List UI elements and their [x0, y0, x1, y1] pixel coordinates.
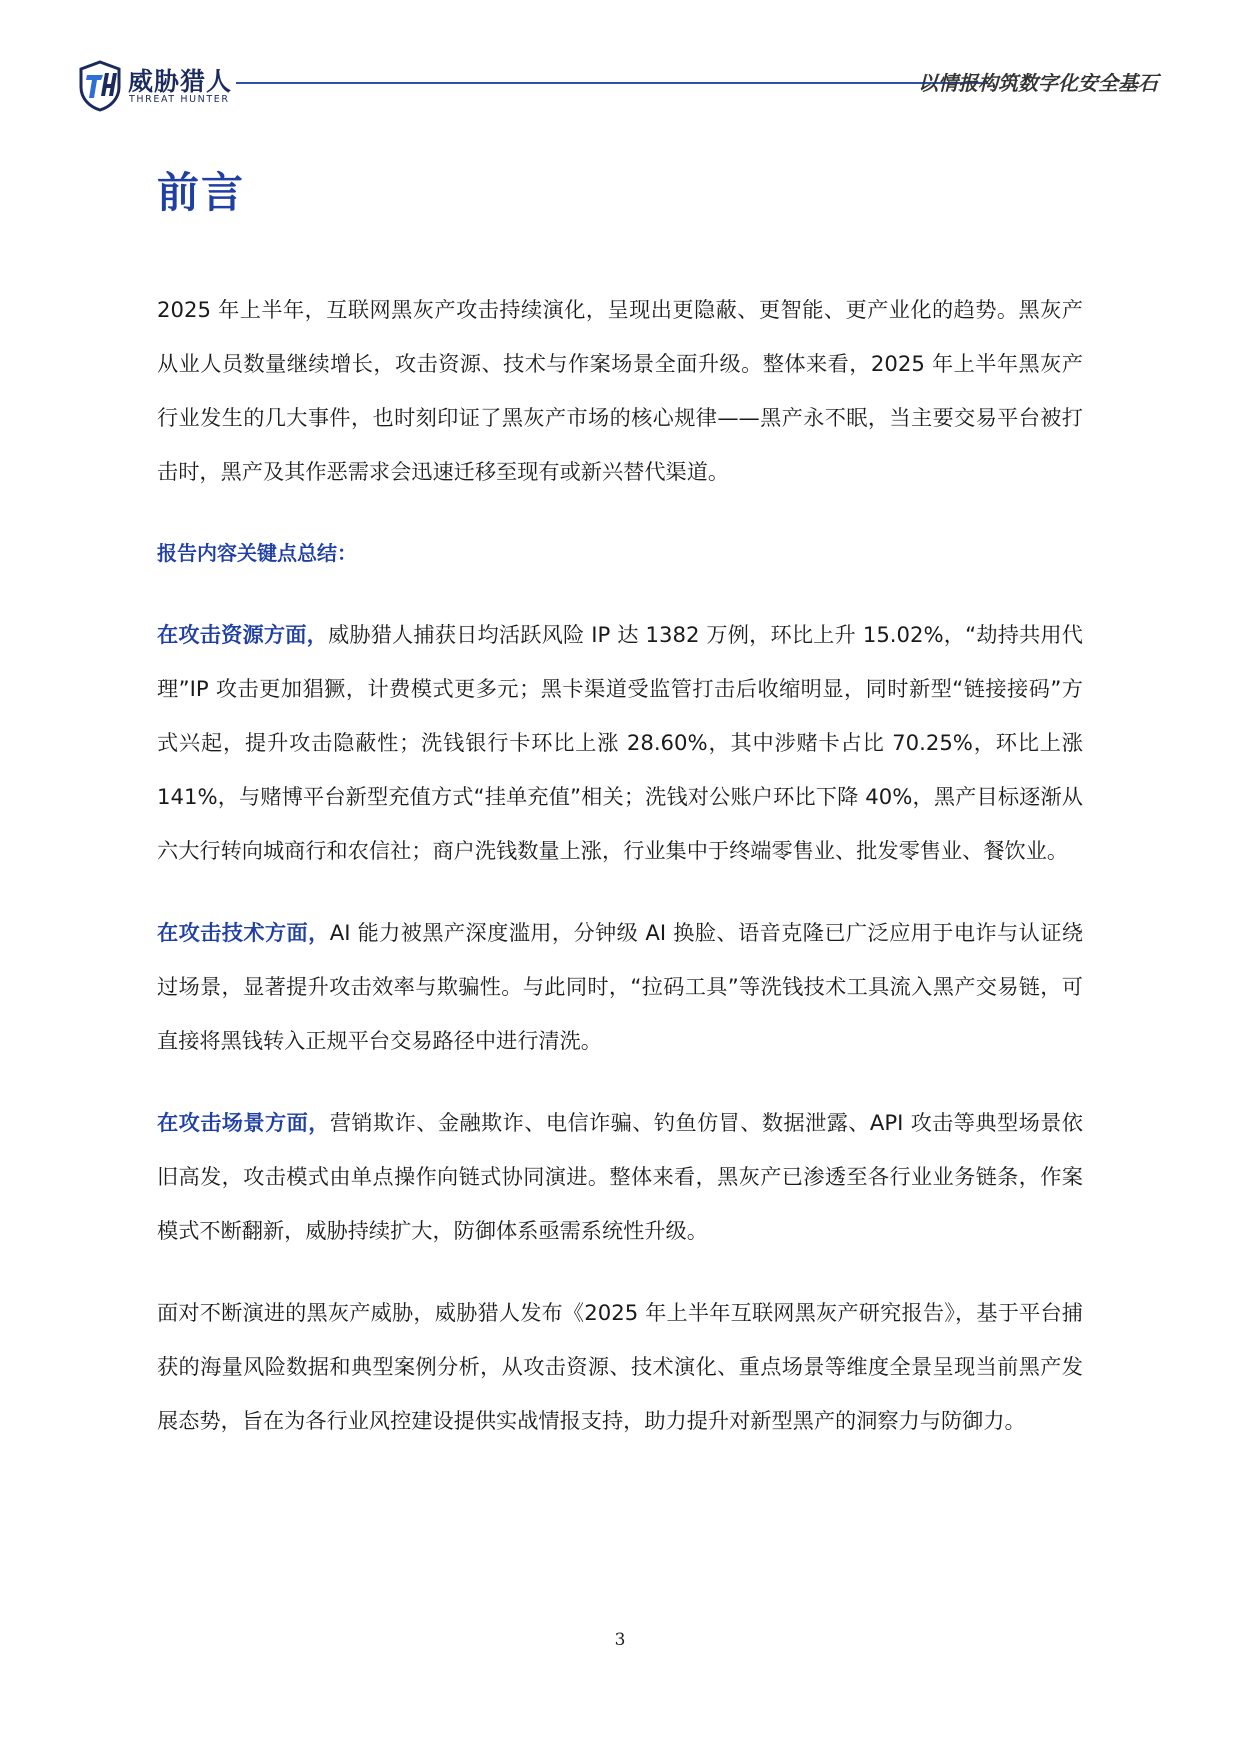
section-lead: 在攻击场景方面，	[157, 1110, 330, 1135]
page-header	[78, 58, 1168, 116]
section-paragraph-scenarios	[157, 1096, 1083, 1258]
section-paragraph-resources	[157, 608, 1083, 878]
page-title: 前言	[157, 168, 246, 217]
shield-th-logo-icon	[78, 60, 122, 112]
intro-paragraph: 2025 年上半年，互联网黑灰产攻击持续演化，呈现出更隐蔽、更智能、更产业化的趋势。黑灰产从业人员数量继续增长，攻击资源、技术与作案场景全面升级。整体来看，2025 年上半年黑灰产行业发生的几大事件，也时刻印证了黑灰产市场的核心规律——黑产永不眠，当主要交易平台被打击时，黑产及其作恶需求会迅速迁移至现有或新兴替代渠道。	[157, 297, 1083, 484]
spacer	[157, 499, 1083, 526]
page-number: 3	[614, 1630, 626, 1650]
section-lead: 在攻击技术方面，	[157, 920, 330, 945]
main-content	[157, 283, 1083, 1448]
section-text: 威胁猎人捕获日均活跃风险 IP 达 1382 万例，环比上升 15.02%，“劫持共用代理”IP 攻击更加猖獗，计费模式更多元；黑卡渠道受监管打击后收缩明显，同时新型“链接接码”方式兴起，提升攻击隐蔽性；洗钱银行卡环比上涨 28.60%，其中涉赌卡占比 70.25%，环比上涨 141%，与赌博平台新型充值方式“挂单充值”相关；洗钱对公账户环比下降 40%，黑产目标逐渐从六大行转向城商行和农信社；商户洗钱数量上涨，行业集中于终端零售业、批发零售业、餐饮业。	[157, 622, 1083, 863]
spacer	[157, 1068, 1083, 1096]
header-slogan: 以情报构筑数字化安全基石	[918, 71, 1158, 95]
spacer	[157, 580, 1083, 608]
summary-heading: 报告内容关键点总结：	[157, 541, 357, 565]
section-text: AI 能力被黑产深度滥用，分钟级 AI 换脸、语音克隆已广泛应用于电诈与认证绕过场景，显著提升攻击效率与欺骗性。与此同时，“拉码工具”等洗钱技术工具流入黑产交易链，可直接将黑钱转入正规平台交易路径中进行清洗。	[157, 920, 1083, 1053]
logo-wordmark-cn: 威胁猎人	[128, 67, 233, 96]
spacer	[157, 878, 1083, 906]
closing-paragraph: 面对不断演进的黑灰产威胁，威胁猎人发布《2025 年上半年互联网黑灰产研究报告》，基于平台捕获的海量风险数据和典型案例分析，从攻击资源、技术演化、重点场景等维度全景呈现当前黑产发展态势，旨在为各行业风控建设提供实战情报支持，助力提升对新型黑产的洞察力与防御力。	[157, 1300, 1083, 1433]
section-lead: 在攻击资源方面，	[157, 622, 328, 647]
section-text: 营销欺诈、金融欺诈、电信诈骗、钓鱼仿冒、数据泄露、API 攻击等典型场景依旧高发，攻击模式由单点操作向链式协同演进。整体来看，黑灰产已渗透至各行业业务链条，作案模式不断翻新，威胁持续扩大，防御体系亟需系统性升级。	[157, 1110, 1083, 1243]
header-divider	[236, 82, 982, 84]
spacer	[157, 1258, 1083, 1286]
section-paragraph-technology	[157, 906, 1083, 1068]
logo-wordmark-en: THREAT HUNTER	[129, 94, 230, 105]
